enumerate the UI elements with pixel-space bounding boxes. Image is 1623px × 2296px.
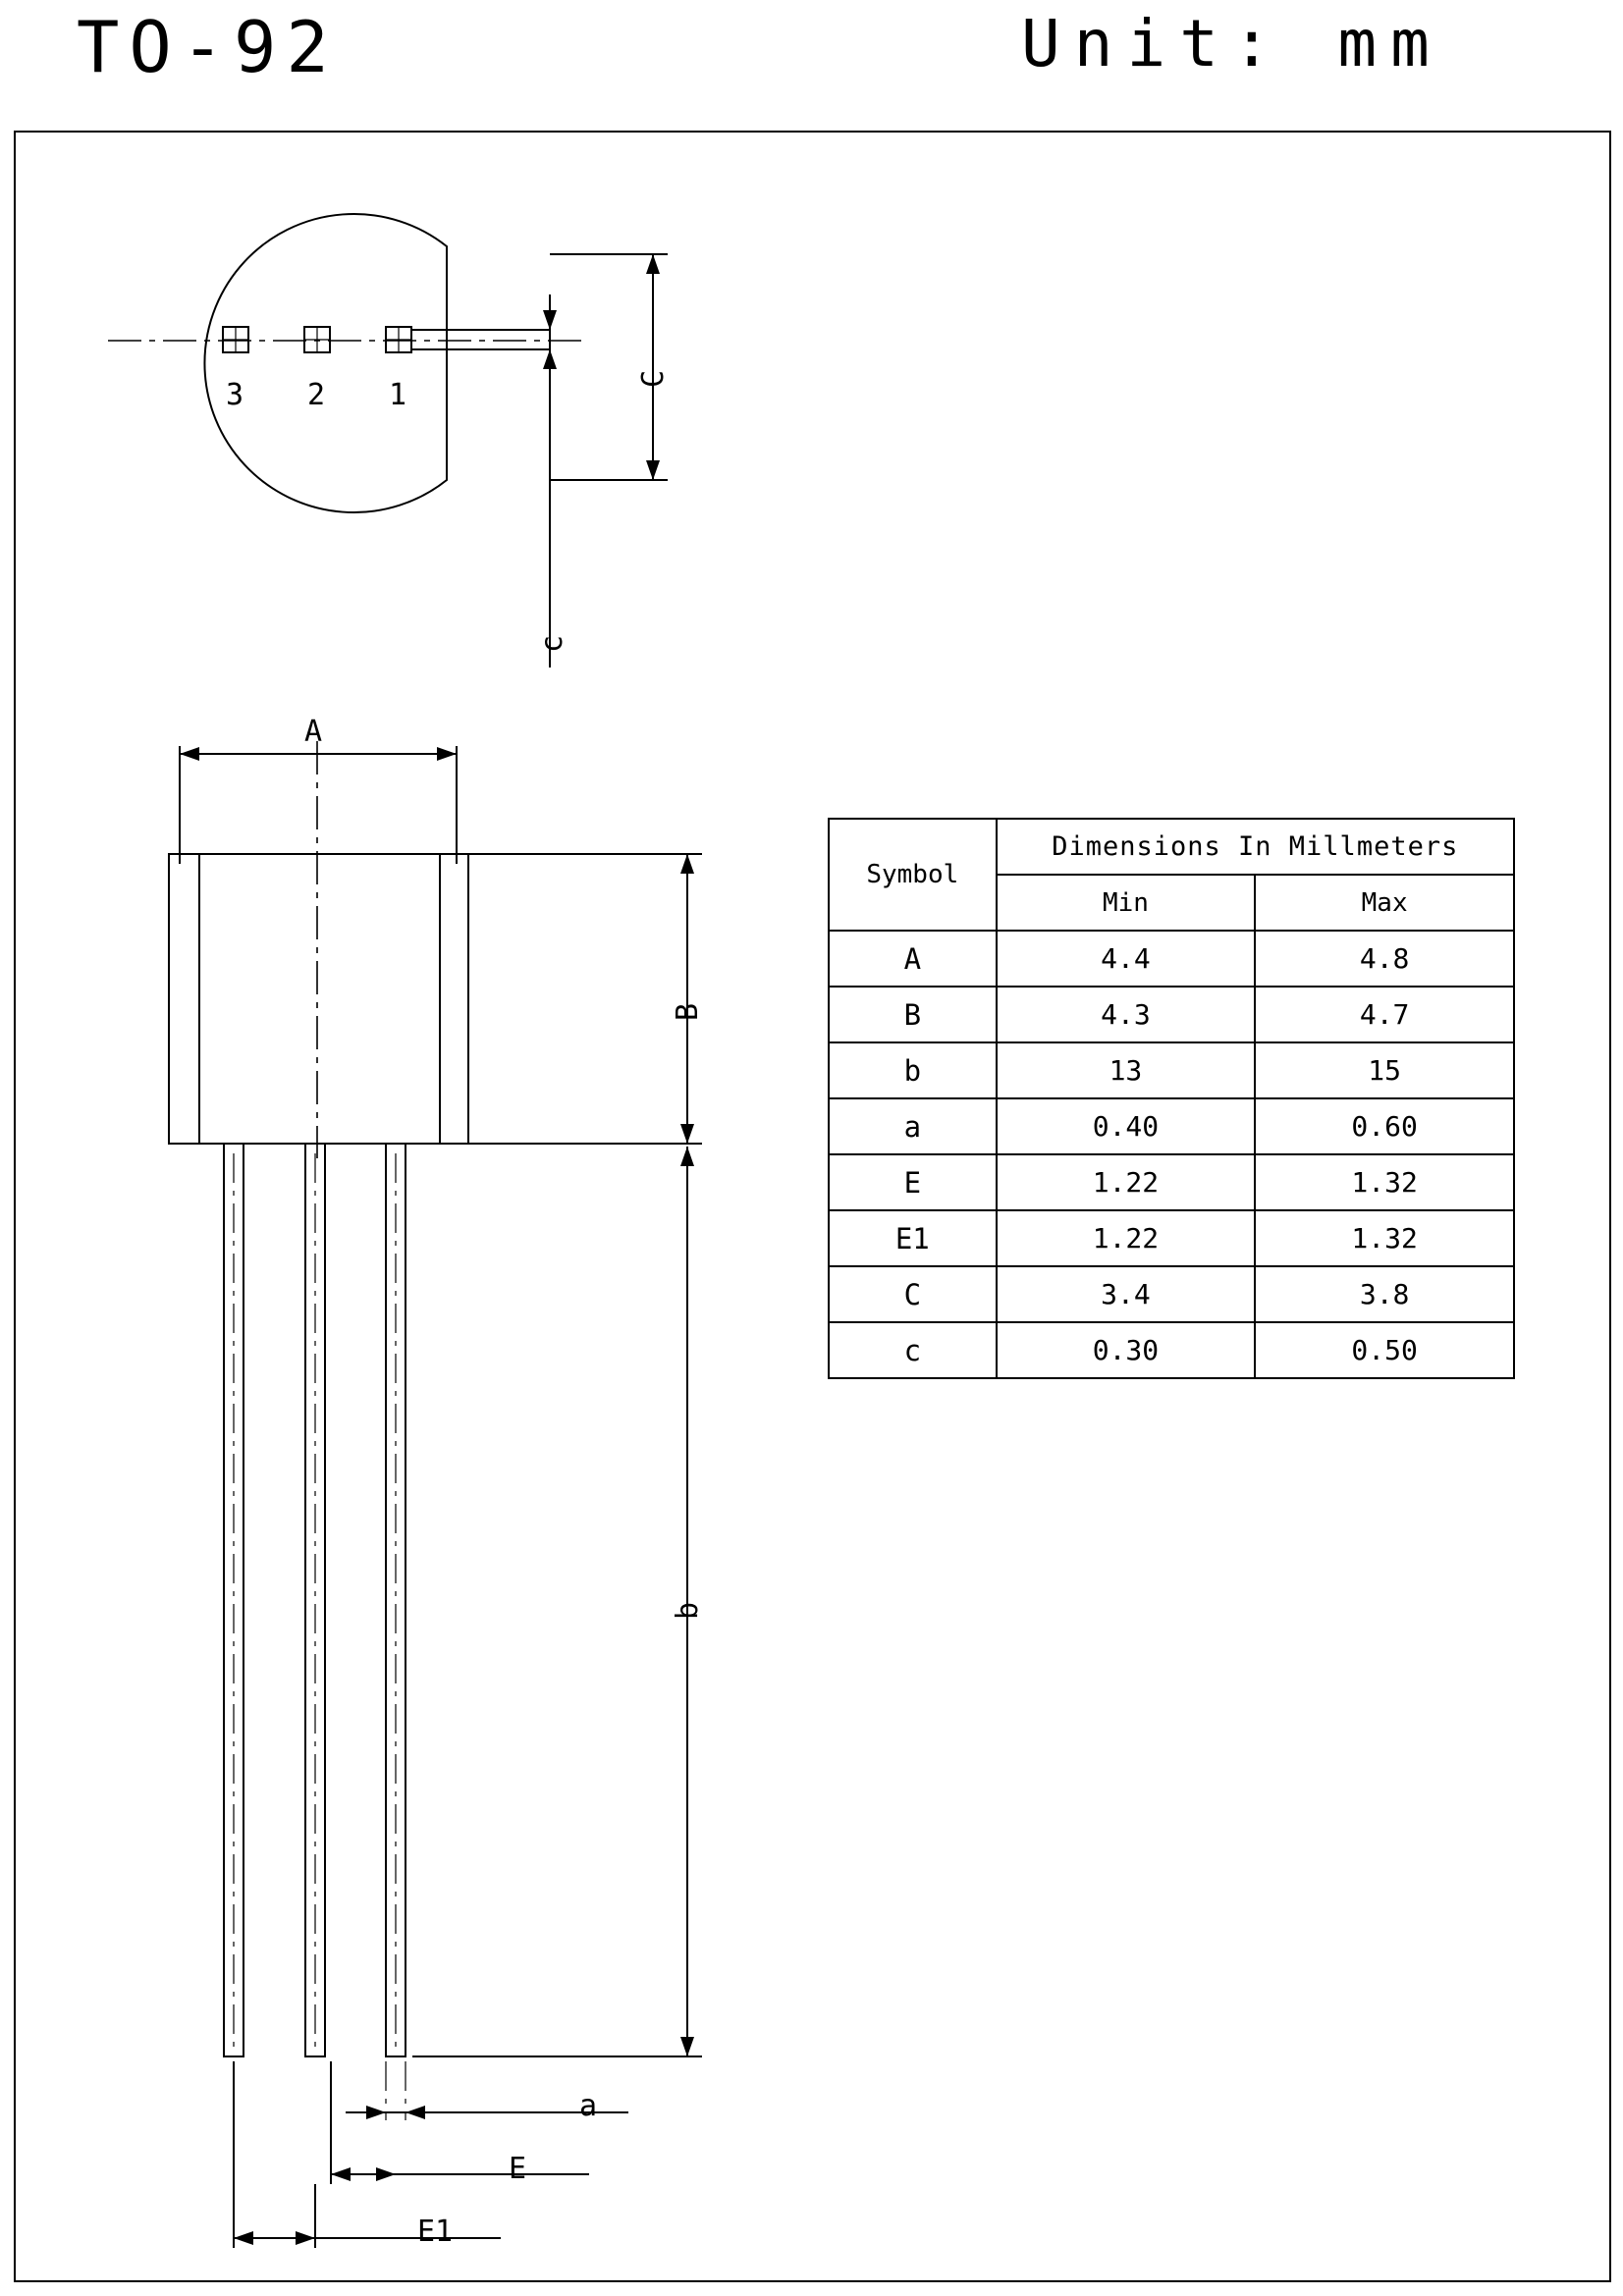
table-header-row	[829, 819, 1514, 875]
cell-min: 3.4	[997, 1266, 1256, 1322]
cell-symbol: b	[829, 1042, 997, 1098]
cell-min: 4.3	[997, 987, 1256, 1042]
table-row	[829, 1154, 1514, 1210]
front-view-leads	[224, 1144, 406, 2056]
table-row	[829, 1098, 1514, 1154]
dimension-b	[468, 854, 702, 1144]
top-view-body	[204, 214, 447, 512]
cell-min: 4.4	[997, 931, 1256, 987]
top-view-lead	[411, 330, 550, 349]
cell-symbol: A	[829, 931, 997, 987]
header-min: Min	[997, 875, 1256, 931]
dimensions-table	[828, 818, 1515, 1379]
table-row	[829, 931, 1514, 987]
dimension-b-lead	[412, 1147, 702, 2056]
pin-label-1: 1	[389, 378, 407, 412]
dimension-label-b: B	[671, 1002, 705, 1021]
dimension-label-a: A	[304, 715, 323, 749]
header-max: Max	[1255, 875, 1514, 931]
header-symbol: Symbol	[829, 819, 997, 931]
dimension-e1	[234, 2061, 501, 2248]
pin-label-2: 2	[307, 378, 326, 412]
cell-max: 0.50	[1255, 1322, 1514, 1378]
cell-max: 1.32	[1255, 1154, 1514, 1210]
cell-max: 1.32	[1255, 1210, 1514, 1266]
page-title: TO-92	[77, 6, 339, 88]
cell-min: 0.30	[997, 1322, 1256, 1378]
cell-max: 4.8	[1255, 931, 1514, 987]
table-row	[829, 1322, 1514, 1378]
dimension-c-upper	[550, 254, 668, 480]
table-row	[829, 1210, 1514, 1266]
unit-label: Unit: mm	[1021, 6, 1443, 81]
cell-max: 15	[1255, 1042, 1514, 1098]
dimension-label-e1: E1	[417, 2215, 454, 2249]
cell-symbol: B	[829, 987, 997, 1042]
dimension-label-b-lead: b	[671, 1601, 705, 1620]
cell-min: 13	[997, 1042, 1256, 1098]
table-row	[829, 1266, 1514, 1322]
cell-symbol: E1	[829, 1210, 997, 1266]
cell-symbol: a	[829, 1098, 997, 1154]
cell-min: 0.40	[997, 1098, 1256, 1154]
dimension-label-c-lower: c	[535, 634, 569, 653]
dimension-label-e: E	[509, 2152, 527, 2186]
dimension-label-a-small: a	[579, 2089, 598, 2123]
front-view-body	[169, 854, 468, 1144]
table-row	[829, 1042, 1514, 1098]
pin-label-3: 3	[226, 378, 244, 412]
dimension-a	[180, 746, 457, 864]
cell-max: 0.60	[1255, 1098, 1514, 1154]
cell-max: 4.7	[1255, 987, 1514, 1042]
dimension-e	[331, 2061, 589, 2184]
top-view-pins	[223, 327, 411, 352]
cell-symbol: C	[829, 1266, 997, 1322]
cell-max: 3.8	[1255, 1266, 1514, 1322]
cell-min: 1.22	[997, 1154, 1256, 1210]
cell-symbol: c	[829, 1322, 997, 1378]
dimension-label-c-upper: C	[636, 369, 671, 388]
header-dimensions: Dimensions In Millmeters	[997, 819, 1514, 875]
cell-min: 1.22	[997, 1210, 1256, 1266]
table-row	[829, 987, 1514, 1042]
cell-symbol: E	[829, 1154, 997, 1210]
